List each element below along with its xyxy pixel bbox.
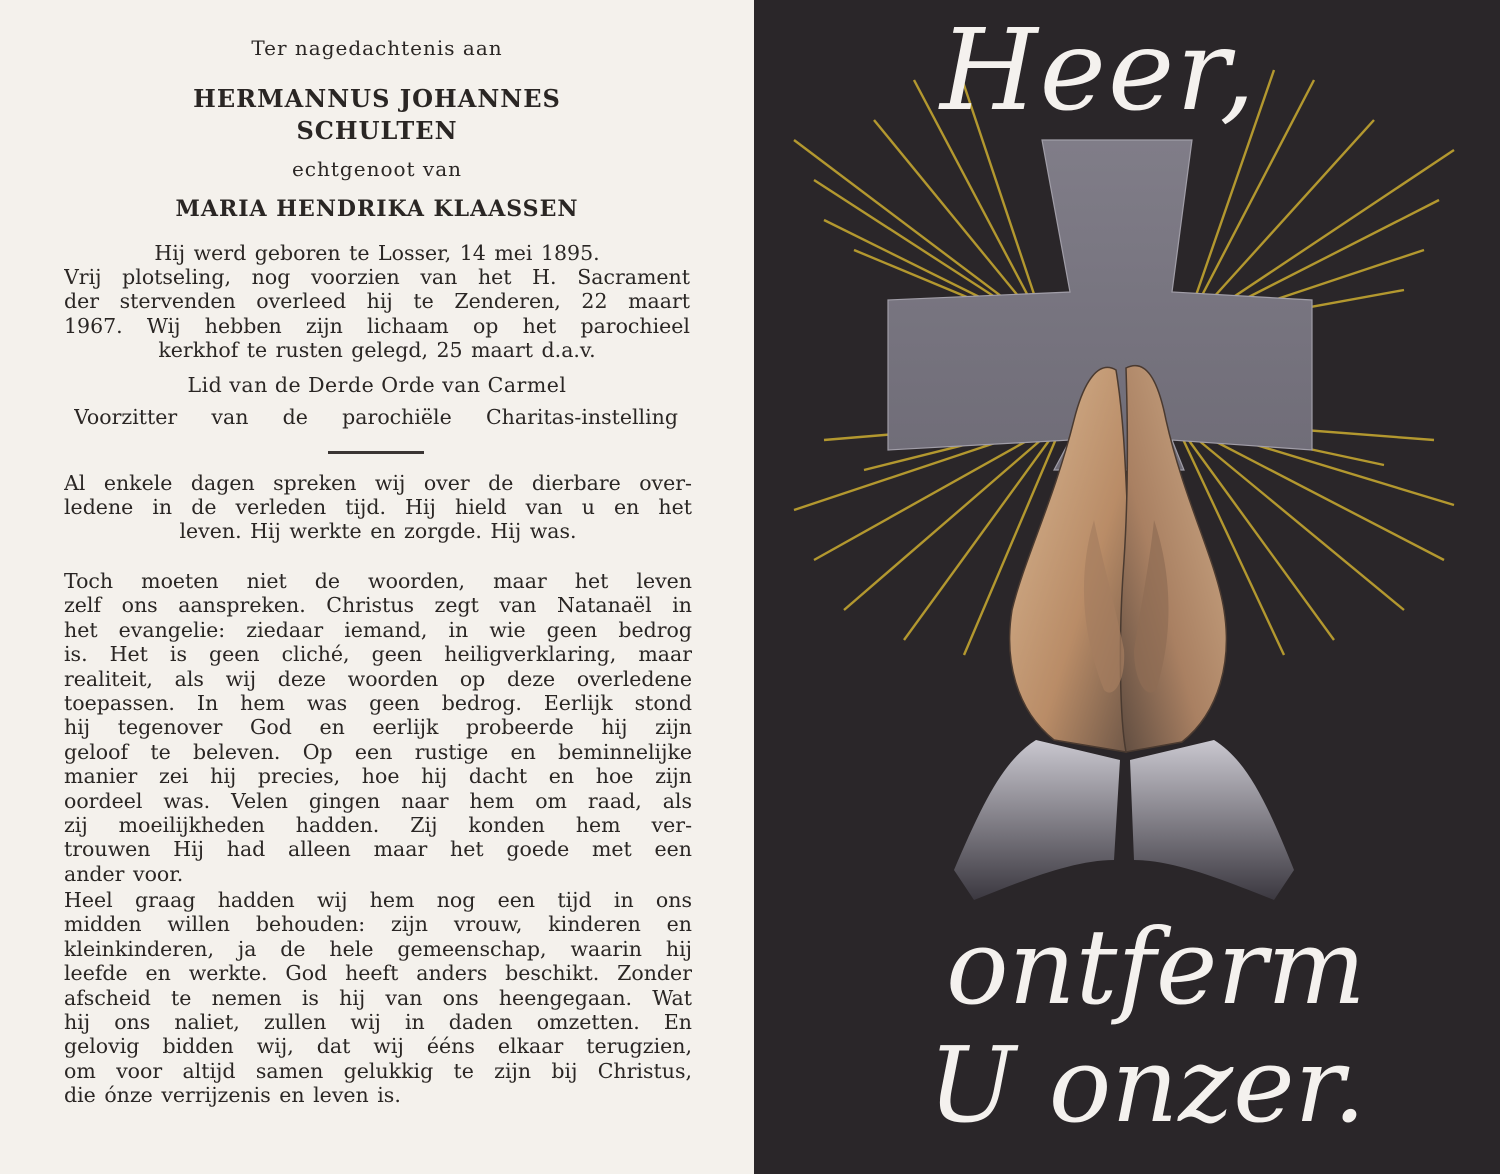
paragraph-line: leven. Hij werkte en zorgde. Hij was. <box>179 519 577 544</box>
title-ontferm: ontferm <box>946 906 1366 1028</box>
paragraph-line: oordeel was. Velen gingen naar hem om raad, als <box>64 788 692 813</box>
title-heer: Heer, <box>940 6 1258 136</box>
paragraph-line: hij tegenover God en eerlijk probeerde hij zijn <box>64 715 692 740</box>
paragraph-line: gelovig bidden wij, dat wij ééns elkaar terugzien, <box>64 1034 692 1059</box>
paragraph-line: manier zei hij precies, hoe hij dacht en hoe zijn <box>64 764 692 789</box>
intro-text: Ter nagedachtenis aan <box>251 36 503 60</box>
bio-line: Hij werd geboren te Losser, 14 mei 1895. <box>154 241 600 265</box>
paragraph-line: midden willen behouden: zijn vrouw, kinderen en <box>64 912 692 937</box>
paragraph-line: ledene in de verleden tijd. Hij hield van u en het <box>64 495 692 520</box>
title-u-onzer: U onzer. <box>928 1024 1366 1146</box>
paragraph-line: zij moeilijkheden hadden. Zij konden hem ver- <box>64 813 692 838</box>
bio-line: Vrij plotseling, nog voorzien van het H. Sacrament <box>64 265 690 290</box>
paragraph-line: hij ons naliet, zullen wij in daden omzetten. En <box>64 1010 692 1035</box>
paragraph-line: kleinkinderen, ja de hele gemeenschap, waarin hij <box>64 936 692 961</box>
chairmanship-block <box>74 405 678 429</box>
paragraph-line: realiteit, als wij deze woorden op deze overledene <box>64 666 692 691</box>
paragraph-line: het evangelie: ziedaar iemand, in wie geen bedrog <box>64 617 692 642</box>
paragraph-2 <box>64 569 692 886</box>
paragraph-line: die ónze verrijzenis en leven is. <box>64 1083 401 1108</box>
spouse-name: MARIA HENDRIKA KLAASSEN <box>175 196 579 222</box>
paragraph-line: om voor altijd samen gelukkig te zijn bij Christus, <box>64 1058 692 1083</box>
paragraph-1 <box>64 471 692 544</box>
paragraph-line: is. Het is geen cliché, geen heiligverklaring, maar <box>64 642 692 667</box>
paragraph-line: leefde en werkte. God heeft anders beschikt. Zonder <box>64 961 692 986</box>
paragraph-line: afscheid te nemen is hij van ons heengegaan. Wat <box>64 985 692 1010</box>
deceased-name-line2: SCHULTEN <box>296 116 458 145</box>
chairmanship-text: Voorzitter van de parochiële Charitas-instelling <box>74 405 678 429</box>
deceased-name-line1: HERMANNUS JOHANNES <box>193 84 561 113</box>
bio-line: der stervenden overleed hij te Zenderen, 22 maart <box>64 289 690 314</box>
bio-line: kerkhof te rusten gelegd, 25 maart d.a.v. <box>158 337 596 362</box>
spouse-label: echtgenoot van <box>291 157 463 181</box>
image-page <box>754 0 1500 1174</box>
biography <box>64 241 690 362</box>
paragraph-line: Heel graag hadden wij hem nog een tijd in ons <box>64 888 692 912</box>
bio-line: 1967. Wij hebben zijn lichaam op het parochieel <box>64 313 690 338</box>
paragraph-line: zelf ons aanspreken. Christus zegt van Natanaël in <box>64 593 692 618</box>
paragraph-line: trouwen Hij had alleen maar het goede met een <box>64 837 692 862</box>
paragraph-line: toepassen. In hem was geen bedrog. Eerlijk stond <box>64 691 692 716</box>
paragraph-line: Toch moeten niet de woorden, maar het leven <box>64 569 692 593</box>
paragraph-line: Al enkele dagen spreken wij over de dierbare over- <box>64 471 692 495</box>
paragraph-3 <box>64 888 692 1108</box>
sleeves <box>954 740 1294 900</box>
divider <box>328 451 424 454</box>
paragraph-line: geloof te beleven. Op een rustige en beminnelijke <box>64 739 692 764</box>
paragraph-line: ander voor. <box>64 861 184 886</box>
membership-text: Lid van de Derde Orde van Carmel <box>187 373 567 397</box>
